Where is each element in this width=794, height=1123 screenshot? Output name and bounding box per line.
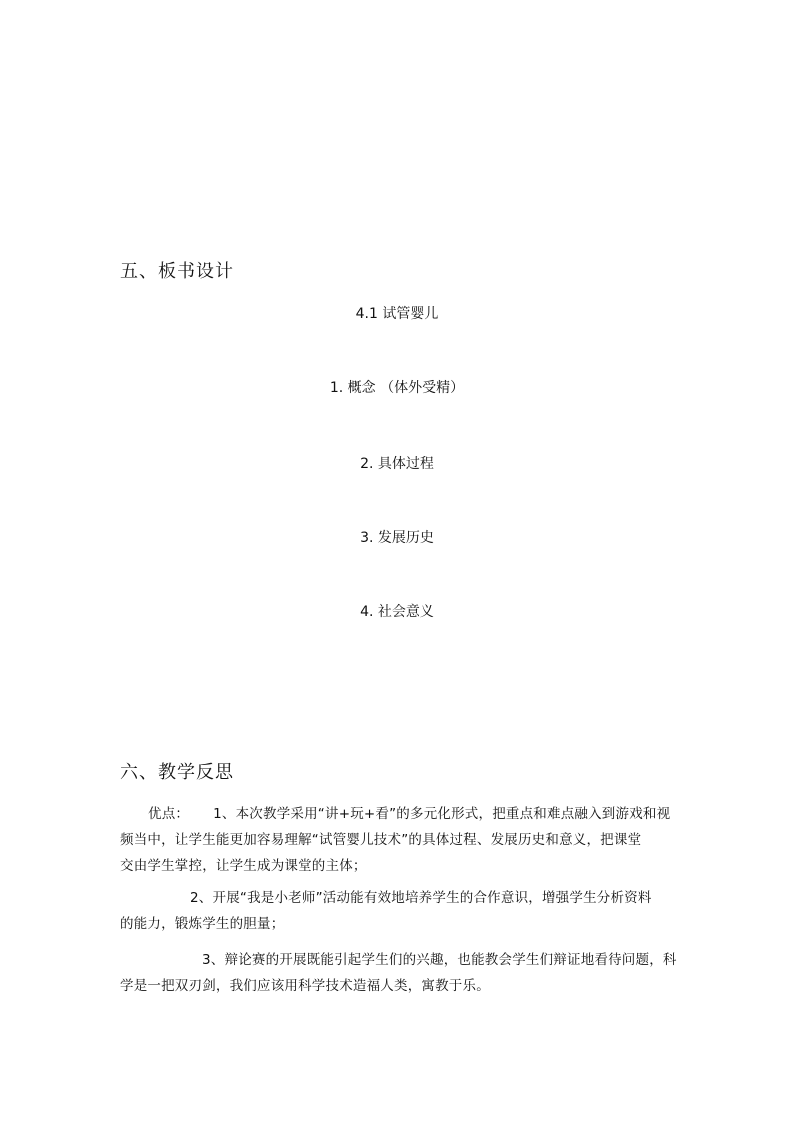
paragraph-line bbox=[120, 801, 678, 827]
board-item-concept: 1. 概念 （体外受精） bbox=[329, 380, 465, 396]
board-title: 4.1 试管婴儿 bbox=[355, 306, 439, 322]
paragraph-line: 交由学生掌控，让学生成为课堂的主体； bbox=[120, 858, 367, 874]
section-heading-teaching-reflection: 六、教学反思 bbox=[120, 762, 234, 783]
paragraph-line: 3、辩论赛的开展既能引起学生们的兴趣，也能教会学生们辩证地看待问题，科 bbox=[202, 952, 677, 968]
strengths-label: 优点： bbox=[148, 806, 190, 822]
board-item-significance: 4. 社会意义 bbox=[360, 604, 434, 620]
board-item-process: 2. 具体过程 bbox=[360, 456, 434, 472]
paragraph-line: 的能力，锻炼学生的胆量； bbox=[120, 916, 285, 932]
reflection-paragraph-1 bbox=[120, 801, 678, 879]
reflection-paragraph-3 bbox=[120, 947, 678, 999]
board-item-history: 3. 发展历史 bbox=[360, 530, 434, 546]
section-heading-board-design: 五、板书设计 bbox=[120, 261, 234, 282]
paragraph-line: 2、开展“我是小老师”活动能有效地培养学生的合作意识，增强学生分析资料 bbox=[190, 890, 652, 906]
reflection-paragraph-2 bbox=[120, 885, 678, 937]
paragraph-line: 学是一把双刃剑，我们应该用科学技术造福人类，寓教于乐。 bbox=[120, 978, 490, 994]
paragraph-text: 1、本次教学采用“讲+玩+看”的多元化形式，把重点和难点融入到游戏和视 bbox=[213, 806, 671, 822]
paragraph-line: 频当中，让学生能更加容易理解“试管婴儿技术”的具体过程、发展历史和意义，把课堂 bbox=[120, 832, 642, 848]
